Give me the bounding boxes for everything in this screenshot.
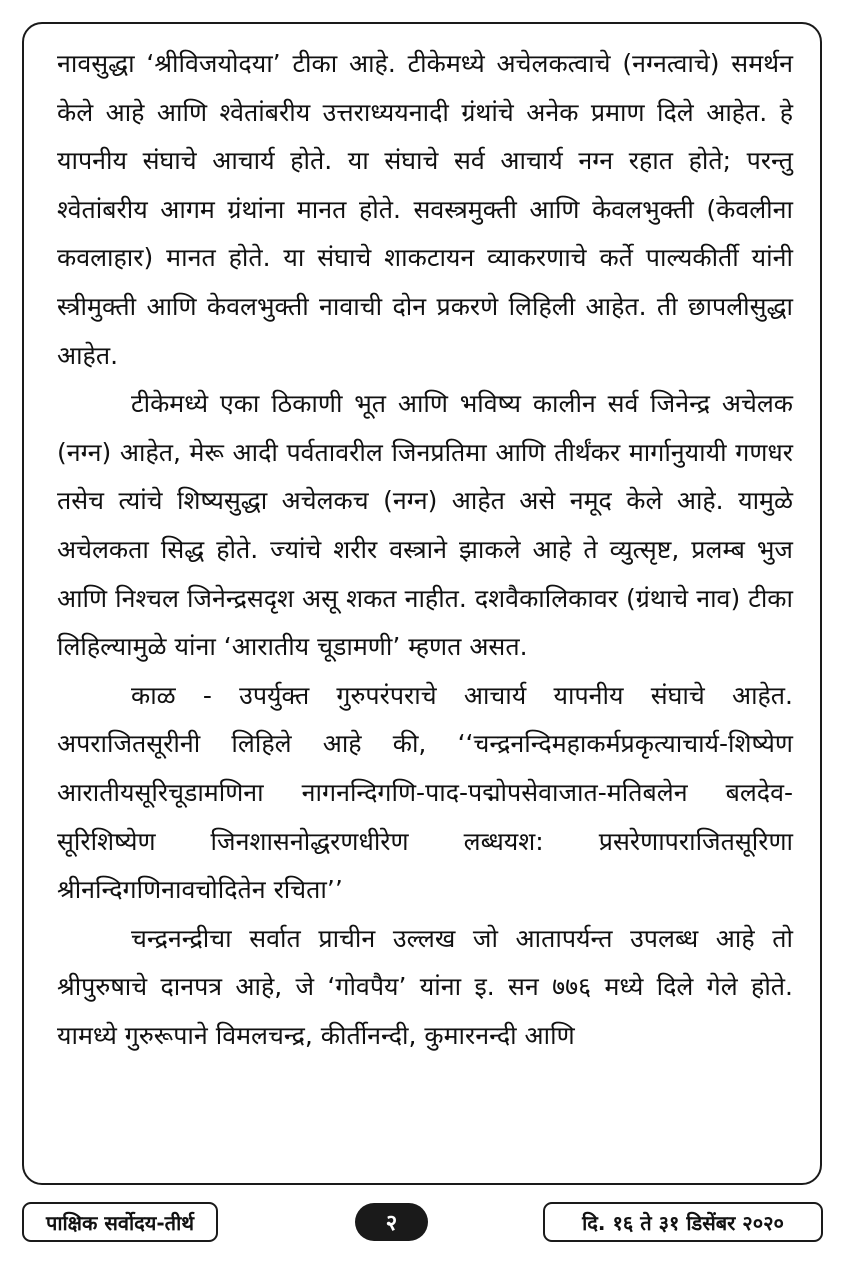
- paragraph-tika: टीकेमध्ये एका ठिकाणी भूत आणि भविष्य कालीन सर्व जिनेन्द्र अचेलक (नग्न) आहेत, मेरू आदी पर्वतावरील जिनप्रतिमा आणि तीर्थंकर मार्गानुयायी गणधर तसेच त्यांचे शिष्यसुद्धा अचेलकच (नग्न) आहेत असे नमूद केले आहे. यामुळे अचेलकता सिद्ध होते. ज्यांचे शरीर वस्त्राने झाकले आहे ते व्युत्सृष्ट, प्रलम्ब भुज आणि निश्चल जिनेन्द्रसदृश असू शकत नाहीत. दशवैकालिकावर (ग्रंथाचे नाव) टीका लिहिल्यामुळे यांना ‘आरातीय चूडामणी’ म्हणत असत.: [57, 389, 793, 662]
- paragraph-continuation: नावसुद्धा ‘श्रीविजयोदया’ टीका आहे. टीकेमध्ये अचेलकत्वाचे (नग्नत्वाचे) समर्थन केले आहे आणि श्वेतांबरीय उत्तराध्ययनादी ग्रंथांचे अनेक प्रमाण दिले आहेत. हे यापनीय संघाचे आचार्य होते. या संघाचे सर्व आचार्य नग्न रहात होते; परन्तु श्वेतांबरीय आगम ग्रंथांना मानत होते. सवस्त्रमुक्ती आणि केवलभुक्ती (केवलीना कवलाहार) मानत होते. या संघाचे शाकटायन व्याकरणाचे कर्ते पाल्यकीर्ती यांनी स्त्रीमुक्ती आणि केवलभुक्ती नावाची दोन प्रकरणे लिहिली आहेत. ती छापलीसुद्धा आहेत.: [57, 49, 793, 370]
- paragraph-chandranandi: चन्द्रनन्द्रीचा सर्वात प्राचीन उल्लख जो आतापर्यन्त उपलब्ध आहे तो श्रीपुरुषाचे दानपत्र आहे, जे ‘गोवपैय’ यांना इ. सन ७७६ मध्ये दिले गेले होते. यामध्ये गुरुरूपाने विमलचन्द्र, कीर्तीनन्दी, कुमारनन्दी आणि: [57, 923, 793, 1050]
- page-number: २: [355, 1203, 428, 1241]
- paragraph-kal: काळ - उपर्युक्त गुरुपरंपराचे आचार्य यापनीय संघाचे आहेत. अपराजितसूरीनी लिहिले आहे की, ‘‘चन्द्रनन्दिमहाकर्मप्रकृत्याचार्य-शिष्येण आरातीयसूरिचूडामणिना नागनन्दिगणि-पाद-पद्मोपसेवाजात-मतिबलेन बलदेव-सूरिशिष्येण जिनशासनोद्धरणधीरेण लब्धयश: प्रसरेणापराजितसूरिणा श्रीनन्दिगणिनावचोदितेन रचिता’’: [57, 680, 793, 905]
- issue-date: दि. १६ ते ३१ डिसेंबर २०२०: [543, 1202, 823, 1242]
- body-text: [57, 40, 793, 1060]
- publication-name: पाक्षिक सर्वोदय-तीर्थ: [22, 1202, 218, 1242]
